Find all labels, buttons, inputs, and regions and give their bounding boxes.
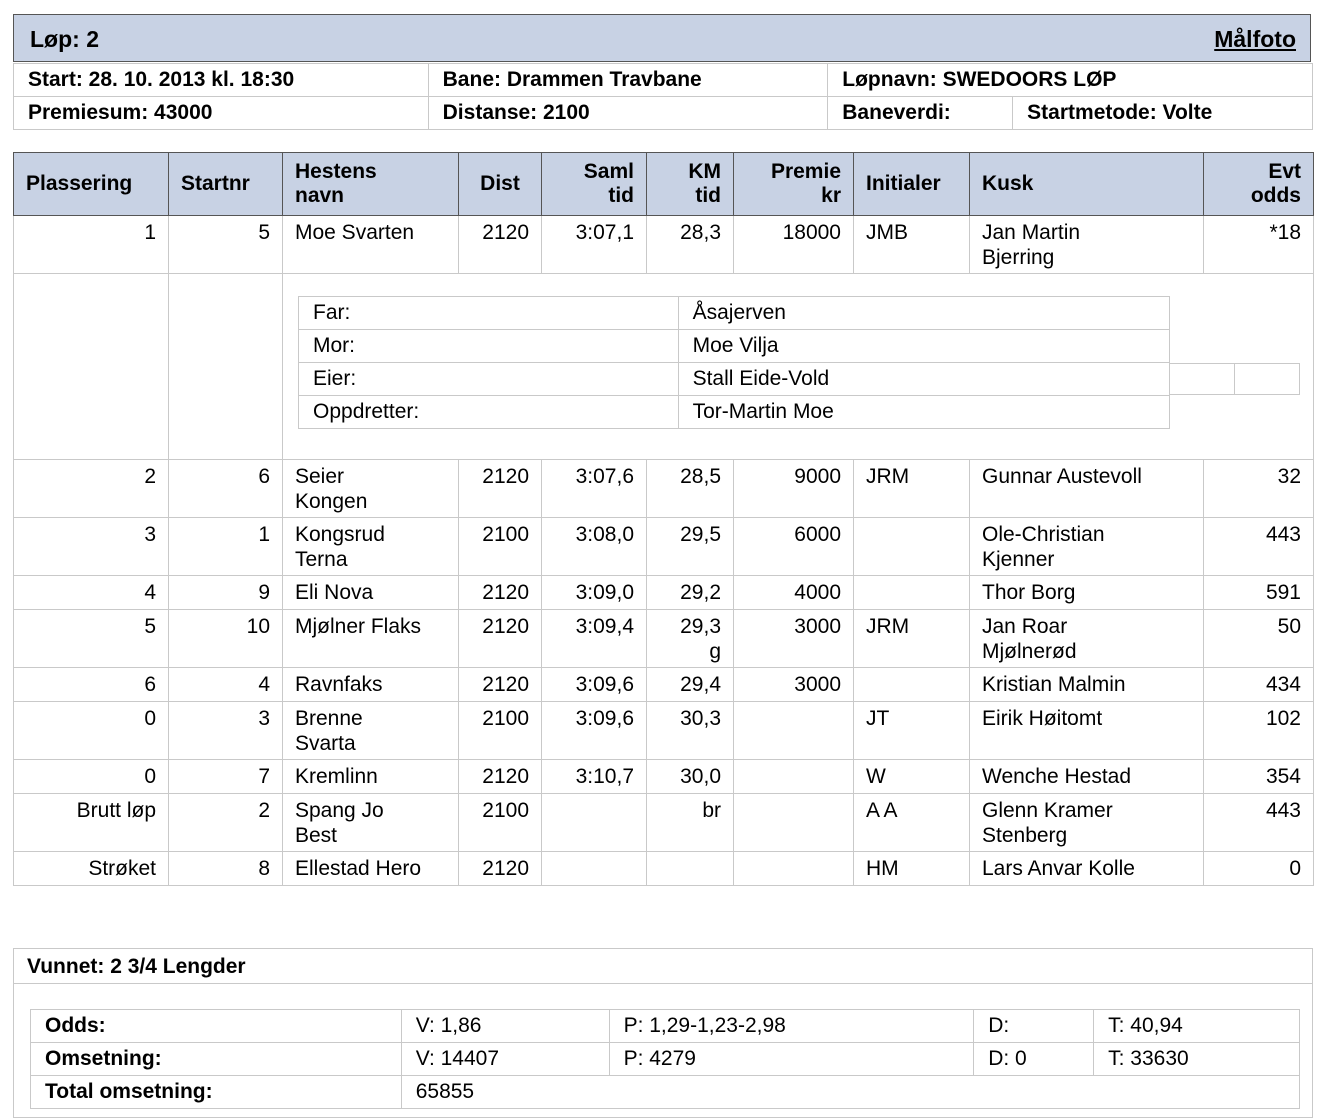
pedigree-value: Tor-Martin Moe	[678, 396, 1169, 429]
cell-dist: 2120	[459, 460, 542, 518]
cell-saml: 3:07,6	[542, 460, 647, 518]
cell-startnr: 4	[169, 668, 283, 702]
cell-kusk: Wenche Hestad	[970, 760, 1204, 794]
cell-plassering: Strøket	[14, 852, 169, 886]
col-plassering: Plassering	[14, 153, 169, 216]
cell-plassering: 6	[14, 668, 169, 702]
cell-km: 30,3	[647, 702, 734, 760]
cell-initialer	[854, 668, 970, 702]
distanse-info: Distanse: 2100	[428, 97, 828, 130]
malfoto-link[interactable]: Målfoto	[1214, 26, 1296, 52]
pedigree-table	[298, 296, 1170, 429]
pedigree-row-item	[299, 363, 1170, 396]
cell-initialer: JRM	[854, 460, 970, 518]
race-info-table	[13, 63, 1313, 130]
cell-dist: 2100	[459, 702, 542, 760]
col-km-tid: KM tid	[647, 153, 734, 216]
cell-initialer: A A	[854, 794, 970, 852]
pedigree-label: Oppdretter:	[299, 396, 679, 429]
col-hestens-navn: Hestens navn	[283, 153, 459, 216]
odds-d: D:	[974, 1010, 1094, 1043]
table-row	[14, 576, 1314, 610]
omsetning-t: T: 33630	[1094, 1043, 1300, 1076]
cell-plassering: 2	[14, 460, 169, 518]
pedigree-label: Mor:	[299, 330, 679, 363]
startmetode-info: Startmetode: Volte	[1013, 97, 1313, 130]
cell-startnr: 10	[169, 610, 283, 668]
odds-p: P: 1,29-1,23-2,98	[609, 1010, 974, 1043]
cell-initialer: W	[854, 760, 970, 794]
cell-km	[647, 852, 734, 886]
cell-premie: 3000	[734, 668, 854, 702]
race-title: Løp: 2	[30, 26, 99, 52]
cell-hest: Kremlinn	[283, 760, 459, 794]
cell-initialer	[854, 576, 970, 610]
cell-startnr: 3	[169, 702, 283, 760]
cell-kusk: Lars Anvar Kolle	[970, 852, 1204, 886]
col-initialer: Initialer	[854, 153, 970, 216]
cell-startnr: 5	[169, 216, 283, 274]
cell-km: 29,5	[647, 518, 734, 576]
pedigree-row-item	[299, 396, 1170, 429]
cell-saml: 3:09,0	[542, 576, 647, 610]
cell-plassering: Brutt løp	[14, 794, 169, 852]
cell-dist: 2120	[459, 668, 542, 702]
cell-premie	[734, 852, 854, 886]
cell-km: 29,3 g	[647, 610, 734, 668]
cell-premie: 9000	[734, 460, 854, 518]
cell-km: 30,0	[647, 760, 734, 794]
cell-km: 28,3	[647, 216, 734, 274]
cell-saml: 3:08,0	[542, 518, 647, 576]
table-row	[14, 610, 1314, 668]
premiesum-info: Premiesum: 43000	[14, 97, 429, 130]
cell-odds: 50	[1204, 610, 1314, 668]
cell-plassering: 4	[14, 576, 169, 610]
cell-hest: Eli Nova	[283, 576, 459, 610]
total-value: 65855	[401, 1076, 1299, 1109]
cell-kusk: Eirik Høitomt	[970, 702, 1204, 760]
cell-plassering: 1	[14, 216, 169, 274]
cell-km: 28,5	[647, 460, 734, 518]
col-evt-odds: Evt odds	[1204, 153, 1314, 216]
vunnet-text: Vunnet: 2 3/4 Lengder	[27, 955, 246, 978]
cell-hest: Seier Kongen	[283, 460, 459, 518]
pedigree-row-item	[299, 297, 1170, 330]
col-premie: Premie kr	[734, 153, 854, 216]
cell-plassering: 0	[14, 760, 169, 794]
cell-startnr: 2	[169, 794, 283, 852]
omsetning-label: Omsetning:	[31, 1043, 402, 1076]
cell-kusk: Jan Roar Mjølnerød	[970, 610, 1204, 668]
cell-hest: Brenne Svarta	[283, 702, 459, 760]
cell-premie	[734, 760, 854, 794]
race-header	[13, 14, 1311, 62]
cell-dist: 2100	[459, 794, 542, 852]
odds-v: V: 1,86	[401, 1010, 609, 1043]
odds-t: T: 40,94	[1094, 1010, 1300, 1043]
cell-saml	[542, 852, 647, 886]
cell-premie: 6000	[734, 518, 854, 576]
omsetning-d: D: 0	[974, 1043, 1094, 1076]
cell-odds: 591	[1204, 576, 1314, 610]
cell-kusk: Glenn Kramer Stenberg	[970, 794, 1204, 852]
odds-label: Odds:	[31, 1010, 402, 1043]
cell-premie	[734, 794, 854, 852]
cell-odds: *18	[1204, 216, 1314, 274]
cell-odds: 102	[1204, 702, 1314, 760]
omsetning-row	[31, 1043, 1300, 1076]
start-info: Start: 28. 10. 2013 kl. 18:30	[14, 64, 429, 97]
cell-dist: 2100	[459, 518, 542, 576]
cell-premie: 18000	[734, 216, 854, 274]
table-row	[14, 518, 1314, 576]
cell-premie: 3000	[734, 610, 854, 668]
cell-plassering: 3	[14, 518, 169, 576]
cell-plassering: 0	[14, 702, 169, 760]
pedigree-value: Stall Eide-Vold	[678, 363, 1169, 396]
cell-kusk: Kristian Malmin	[970, 668, 1204, 702]
lopnavn-info: Løpnavn: SWEDOORS LØP	[828, 64, 1313, 97]
cell-hest: Kongsrud Terna	[283, 518, 459, 576]
pedigree-row-item	[299, 330, 1170, 363]
cell-dist: 2120	[459, 760, 542, 794]
cell-saml	[542, 794, 647, 852]
cell-saml: 3:09,6	[542, 668, 647, 702]
table-row	[14, 668, 1314, 702]
cell-hest: Mjølner Flaks	[283, 610, 459, 668]
total-label: Total omsetning:	[31, 1076, 402, 1109]
cell-km: br	[647, 794, 734, 852]
col-kusk: Kusk	[970, 153, 1204, 216]
omsetning-p: P: 4279	[609, 1043, 974, 1076]
odds-table	[30, 1009, 1300, 1109]
odds-row	[31, 1010, 1300, 1043]
cell-dist: 2120	[459, 852, 542, 886]
table-row	[14, 460, 1314, 518]
col-saml-tid: Saml tid	[542, 153, 647, 216]
cell-saml: 3:10,7	[542, 760, 647, 794]
bane-info: Bane: Drammen Travbane	[428, 64, 828, 97]
pedigree-value: Moe Vilja	[678, 330, 1169, 363]
col-dist: Dist	[459, 153, 542, 216]
cell-kusk: Gunnar Austevoll	[970, 460, 1204, 518]
table-row	[14, 702, 1314, 760]
cell-odds: 443	[1204, 794, 1314, 852]
cell-odds: 443	[1204, 518, 1314, 576]
cell-odds: 354	[1204, 760, 1314, 794]
cell-hest: Ellestad Hero	[283, 852, 459, 886]
cell-premie: 4000	[734, 576, 854, 610]
pedigree-extra-cell	[1170, 363, 1300, 395]
cell-km: 29,4	[647, 668, 734, 702]
cell-dist: 2120	[459, 216, 542, 274]
cell-kusk: Jan Martin Bjerring	[970, 216, 1204, 274]
cell-hest: Ravnfaks	[283, 668, 459, 702]
cell-kusk: Thor Borg	[970, 576, 1204, 610]
table-row	[14, 852, 1314, 886]
cell-initialer	[854, 518, 970, 576]
cell-startnr: 7	[169, 760, 283, 794]
cell-startnr: 6	[169, 460, 283, 518]
cell-initialer: JMB	[854, 216, 970, 274]
table-row	[14, 794, 1314, 852]
pedigree-label: Far:	[299, 297, 679, 330]
cell-initialer: JT	[854, 702, 970, 760]
cell-initialer: HM	[854, 852, 970, 886]
cell-km: 29,2	[647, 576, 734, 610]
cell-saml: 3:09,4	[542, 610, 647, 668]
pedigree-value: Åsajerven	[678, 297, 1169, 330]
cell-initialer: JRM	[854, 610, 970, 668]
cell-hest: Spang Jo Best	[283, 794, 459, 852]
table-row	[14, 760, 1314, 794]
results-table	[13, 152, 1314, 886]
cell-startnr: 9	[169, 576, 283, 610]
cell-startnr: 8	[169, 852, 283, 886]
cell-odds: 434	[1204, 668, 1314, 702]
cell-premie	[734, 702, 854, 760]
cell-dist: 2120	[459, 576, 542, 610]
total-row	[31, 1076, 1300, 1109]
results-header-row	[14, 153, 1314, 216]
cell-saml: 3:09,6	[542, 702, 647, 760]
cell-kusk: Ole-Christian Kjenner	[970, 518, 1204, 576]
cell-odds: 0	[1204, 852, 1314, 886]
table-row	[14, 216, 1314, 274]
cell-startnr: 1	[169, 518, 283, 576]
baneverdi-info: Baneverdi:	[828, 97, 1013, 130]
cell-odds: 32	[1204, 460, 1314, 518]
omsetning-v: V: 14407	[401, 1043, 609, 1076]
cell-plassering: 5	[14, 610, 169, 668]
cell-saml: 3:07,1	[542, 216, 647, 274]
col-startnr: Startnr	[169, 153, 283, 216]
cell-dist: 2120	[459, 610, 542, 668]
cell-hest: Moe Svarten	[283, 216, 459, 274]
pedigree-label: Eier:	[299, 363, 679, 396]
